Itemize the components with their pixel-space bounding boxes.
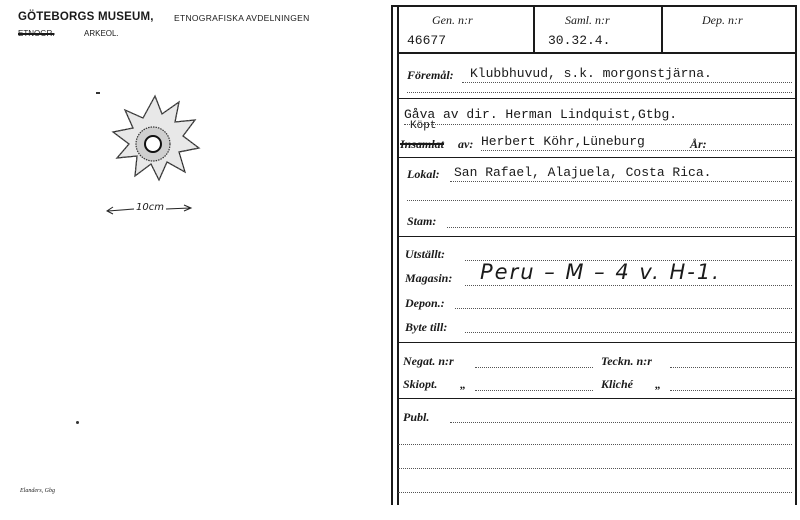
col-bottom xyxy=(397,52,795,54)
museum-name: GÖTEBORGS MUSEUM, xyxy=(18,11,154,23)
skiopt-label: Skiopt. xyxy=(403,377,438,391)
magasin-dots xyxy=(465,285,792,286)
small-mark xyxy=(96,92,100,94)
magasin-label: Magasin: xyxy=(405,271,453,285)
col-divider-2 xyxy=(661,5,663,52)
utstallt-label: Utställt: xyxy=(405,247,446,261)
year-label: År: xyxy=(690,137,707,151)
byte-label: Byte till: xyxy=(405,320,448,334)
card-border-left xyxy=(391,5,393,505)
star-mace-head-drawing xyxy=(113,96,199,180)
teckn-label: Teckn. n:r xyxy=(601,354,652,368)
stam-label: Stam: xyxy=(407,214,437,228)
gen-nr-value: 46677 xyxy=(407,33,447,48)
depon-dots xyxy=(455,308,792,309)
skiopt-dots xyxy=(475,390,593,391)
publ-label: Publ. xyxy=(403,410,430,424)
department-name: ETNOGRAFISKA AVDELNINGEN xyxy=(174,13,310,23)
lokal-dots-2 xyxy=(407,200,792,201)
foremal-label: Föremål: xyxy=(407,68,454,82)
byte-dots xyxy=(465,332,792,333)
foremal-dots-2 xyxy=(407,92,792,93)
struck-etnogr-label: ETNOGR. xyxy=(18,29,55,38)
dep-nr-label: Dep. n:r xyxy=(702,13,743,27)
lokal-value: San Rafael, Alajuela, Costa Rica. xyxy=(454,165,712,180)
saml-nr-label: Saml. n:r xyxy=(565,13,610,27)
stam-dots xyxy=(447,227,792,228)
publ-dots-3 xyxy=(398,468,792,469)
depon-label: Depon.: xyxy=(405,296,445,310)
publ-dots-4 xyxy=(398,492,792,493)
negat-dots xyxy=(475,367,593,368)
printer-imprint: Elanders, Gbg xyxy=(20,488,55,494)
gava-dots xyxy=(404,124,792,125)
insamlat-struck-label: Insamlat xyxy=(400,137,445,151)
negat-label: Negat. n:r xyxy=(403,354,454,368)
seller-value: Herbert Köhr,Lüneburg xyxy=(481,134,645,149)
teckn-dots xyxy=(670,367,792,368)
dot-mark xyxy=(76,421,79,424)
foremal-value: Klubbhuvud, s.k. morgonstjärna. xyxy=(470,66,712,81)
av-label: av: xyxy=(458,137,474,151)
kliche-dots xyxy=(670,390,792,391)
seller-dots xyxy=(481,150,792,151)
saml-nr-value: 30.32.4. xyxy=(548,33,611,48)
section-divider-1 xyxy=(397,98,795,99)
lokal-dots xyxy=(450,181,792,182)
foremal-dots xyxy=(462,82,792,83)
gen-nr-label: Gen. n:r xyxy=(432,13,473,27)
kliche-ditto: „ xyxy=(655,377,661,391)
col-divider-1 xyxy=(533,5,535,52)
section-divider-3 xyxy=(397,236,795,237)
magasin-value: Peru – M – 4 v. H-1. xyxy=(480,260,721,284)
kopt-inserted: Köpt xyxy=(410,120,437,132)
publ-dots-1 xyxy=(450,422,792,423)
lokal-label: Lokal: xyxy=(407,167,440,181)
section-divider-5 xyxy=(397,398,795,399)
scale-label: 10cm xyxy=(136,202,164,213)
card-top-border xyxy=(391,5,796,7)
section-divider-4 xyxy=(397,342,795,343)
publ-dots-2 xyxy=(398,444,792,445)
card-right-border xyxy=(795,5,797,505)
section-divider-2 xyxy=(397,157,795,158)
skiopt-ditto: „ xyxy=(460,377,466,391)
kliche-label: Kliché xyxy=(601,377,633,391)
object-sketch xyxy=(95,88,215,188)
card-inner-left xyxy=(397,5,399,505)
arkeol-label: ARKEOL. xyxy=(84,29,119,38)
gava-value: Gåva av dir. Herman Lindquist,Gtbg. xyxy=(404,107,678,122)
